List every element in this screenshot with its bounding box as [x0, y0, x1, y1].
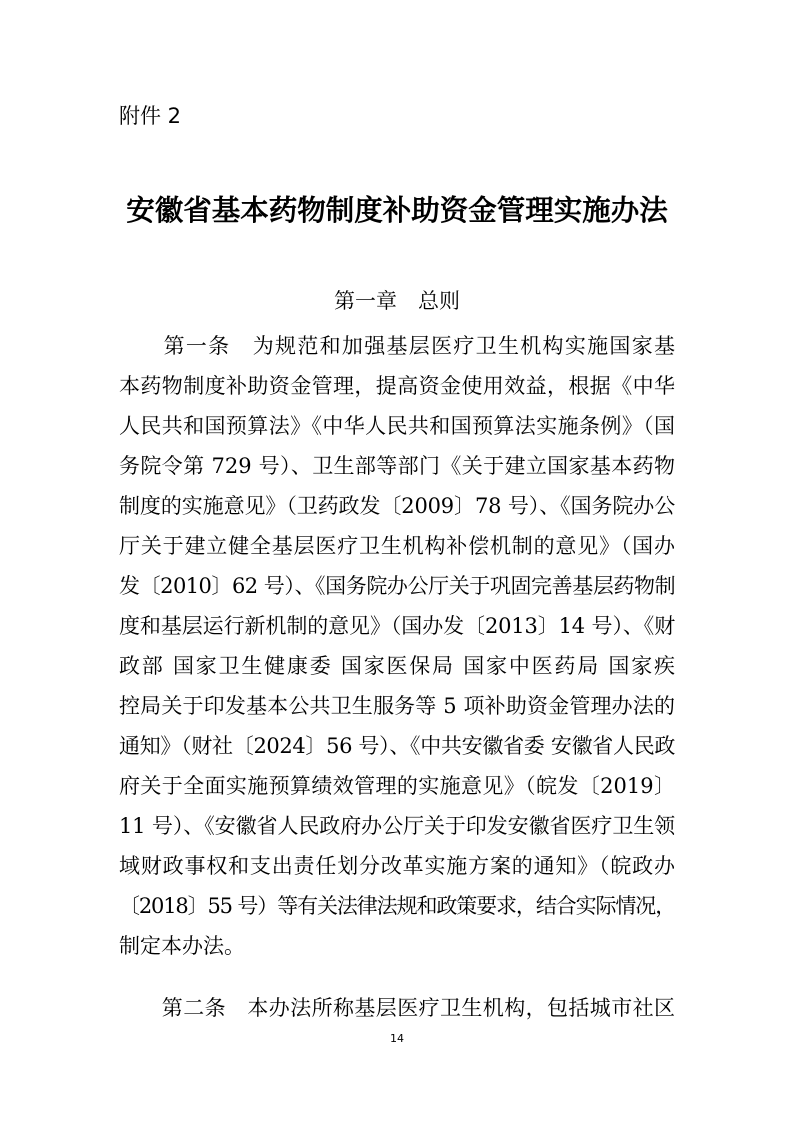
body-line: 制度的实施意见》（卫药政发〔2009〕78 号）、《国务院办公 [119, 494, 675, 518]
body-line: 府关于全面实施预算绩效管理的实施意见》（皖发〔2019〕 [119, 774, 675, 798]
body-line: 通知》（财社〔2024〕56 号）、《中共安徽省委 安徽省人民政 [119, 734, 675, 758]
body-line: 控局关于印发基本公共卫生服务等 5 项补助资金管理办法的 [119, 694, 675, 718]
body-line: 域财政事权和支出责任划分改革实施方案的通知》（皖政办 [119, 854, 675, 878]
body-line: 人民共和国预算法》《中华人民共和国预算法实施条例》（国 [119, 414, 675, 438]
attachment-label: 附件 2 [119, 104, 182, 128]
body-line: 第二条 本办法所称基层医疗卫生机构，包括城市社区 [119, 996, 675, 1020]
body-line: 11 号）、《安徽省人民政府办公厅关于印发安徽省医疗卫生领 [119, 814, 675, 838]
document-title: 安徽省基本药物制度补助资金管理实施办法 [126, 193, 668, 227]
body-line: 发〔2010〕62 号）、《国务院办公厅关于巩固完善基层药物制 [119, 574, 675, 598]
body-line: 政部 国家卫生健康委 国家医保局 国家中医药局 国家疾 [119, 654, 675, 678]
body-line: 第一条 为规范和加强基层医疗卫生机构实施国家基 [119, 334, 675, 358]
body-line: 厅关于建立健全基层医疗卫生机构补偿机制的意见》（国办 [119, 534, 675, 558]
body-line: 本药物制度补助资金管理，提高资金使用效益，根据《中华 [119, 374, 675, 398]
body-line: 务院令第 729 号）、卫生部等部门《关于建立国家基本药物 [119, 454, 675, 478]
body-line: 〔2018〕55 号）等有关法律法规和政策要求，结合实际情况， [119, 894, 675, 918]
body-line: 制定本办法。 [119, 934, 245, 958]
page-number: 14 [390, 1032, 404, 1045]
body-line: 度和基层运行新机制的意见》（国办发〔2013〕14 号）、《财 [119, 614, 675, 638]
chapter-heading: 第一章 总则 [334, 289, 460, 313]
